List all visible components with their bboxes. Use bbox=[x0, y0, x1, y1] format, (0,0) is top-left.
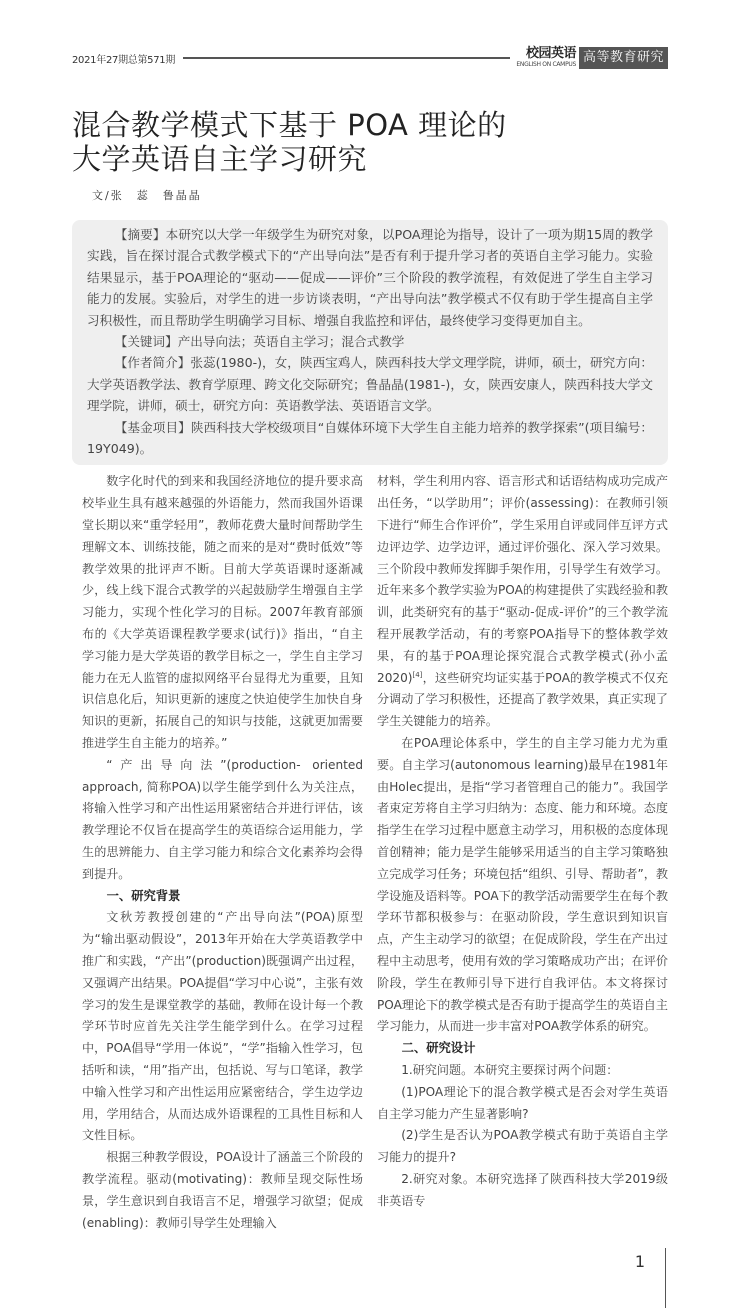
keywords: 【关键词】产出导向法；英语自主学习；混合式教学 bbox=[114, 334, 405, 350]
paragraph: 数字化时代的到来和我国经济地位的提升要求高校毕业生具有越来越强的外语能力，然而我国外语课堂长期以来“重学轻用”，教师花费大量时间帮助学生理解文本、训练技能，随之而来的是对“费时低效”等教学效果的批评声不断。目前大学英语课时逐渐减少，线上线下混合式教学的兴起鼓励学生增强自主学习能力，实现个性化学习的目标。2007年教育部颁布的《大学英语课程教学要求(试行)》指出，“自主学习能力是大学英语的教学目标之一，学生自主学习能力在无人监管的虚拟网络平台显得尤为重要，且知识信息化后，知识更新的速度之快迫使学生加快自身知识的更新，拓展自己的知识与技能，这就更加需要推进学生自主能力的培养。” bbox=[82, 474, 363, 751]
paragraph: (2)学生是否认为POA教学模式有助于英语自主学习能力的提升? bbox=[377, 1128, 668, 1165]
paragraph-text: ，这些研究均证实基于POA的教学模式不仅充分调动了学习积极性，还提高了教学效果，真正实现了学生关键能力的培养。 bbox=[377, 670, 668, 729]
journal-logo bbox=[516, 47, 576, 69]
paragraph: 1.研究问题。本研究主要探讨两个问题： bbox=[401, 1062, 619, 1077]
paragraph: (1)POA理论下的混合教学模式是否会对学生英语自主学习能力产生显著影响? bbox=[377, 1084, 668, 1121]
issue-label: 2021年27期总第571期 bbox=[72, 54, 176, 66]
paragraph-text: 材料，学生利用内容、语言形式和话语结构成功完成产出任务，“以学助用”；评价(assessing)：在教师引领下进行“师生合作评价”，学生采用自评或同伴互评方式边评边学、边学边评，通过评价强化、深入学习效果。三个阶段中教师发挥脚手架作用，引导学生有效学习。近年来多个教学实验为POA的构建提供了实践经验和教训，此类研究有的基于“驱动-促成-评价”的三个教学流程开展教学活动，有的考察POA指导下的整体教学效果，有的基于POA理论探究混合式教学模式(孙小孟2020) bbox=[377, 474, 668, 685]
running-header bbox=[72, 46, 668, 70]
section-heading: 二、研究设计 bbox=[401, 1041, 476, 1056]
section-tag: 高等教育研究 bbox=[579, 47, 668, 69]
page-footer bbox=[72, 1248, 668, 1308]
body-columns bbox=[82, 471, 668, 1234]
authors: 文/张 蕊 鲁晶晶 bbox=[92, 189, 202, 202]
author-bio: 【作者简介】张蕊(1980-)，女，陕西宝鸡人，陕西科技大学文理学院，讲师，硕士，研究方向：大学英语教学法、教育学原理、跨文化交际研究；鲁晶晶(1981-)，女，陕西安康人，陕西科技大学文理学院，讲师，硕士，研究方向：英语教学法、英语语言文学。 bbox=[87, 355, 653, 414]
logo-cn: 校园英语 bbox=[525, 46, 576, 61]
title-line-1: 混合教学模式下基于 POA 理论的 bbox=[72, 108, 507, 142]
fund: 【基金项目】陕西科技大学校级项目“自媒体环境下大学生自主能力培养的教学探索”(项目编号：19Y049)。 bbox=[87, 419, 653, 457]
left-column bbox=[82, 471, 363, 1234]
paragraph bbox=[377, 471, 668, 733]
header-rule bbox=[183, 57, 510, 59]
section-heading: 一、研究背景 bbox=[106, 888, 181, 903]
right-column bbox=[377, 471, 668, 1234]
abstract-summary: 【摘要】本研究以大学一年级学生为研究对象，以POA理论为指导，设计了一项为期15周的教学实践，旨在探讨混合式教学模式下的“产出导向法”是否有利于提升学习者的英语自主学习能力。实验结果显示，基于POA理论的“驱动——促成——评价”三个阶段的教学流程，有效促进了学生自主学习能力的发展。实验后，对学生的进一步访谈表明，“产出导向法”教学模式不仅有助于学生提高自主学习积极性，而且帮助学生明确学习目标、增强自我监控和评估，最终使学习变得更加自主。 bbox=[87, 227, 653, 328]
paragraph: 文秋芳教授创建的“产出导向法”(POA)原型为“输出驱动假设”，2013年开始在大学英语教学中推广和实践，“产出”(production)既强调产出过程，又强调产出结果。POA提倡“学习中心说”，主张有效学习的发生是课堂教学的基础，教师在设计每一个教学环节时应首先关注学生能学到什么。在学习过程中，POA倡导“学用一体说”，“学”指输入性学习，包括听和读，“用”指产出，包括说、写与口笔译，教学中输入性学习和产出性运用应紧密结合，学生边学边用，学用结合，从而达成外语课程的工具性目标和人文性目标。 bbox=[82, 910, 363, 1143]
title-line-2: 大学英语自主学习研究 bbox=[72, 142, 368, 176]
logo-en: ENGLISH ON CAMPUS bbox=[516, 61, 576, 68]
paragraph: 在POA理论体系中，学生的自主学习能力尤为重要。自主学习(autonomous learning)最早在1981年由Holec提出，是指“学习者管理自己的能力”。我国学者束定芳将自主学习归纳为：态度、能力和环境。态度指学生在学习过程中愿意主动学习，用积极的态度体现首创精神；能力是学生能够采用适当的自主学习策略独立完成学习任务；环境包括“组织、引导、帮助者”，教学设施及语料等。POA下的教学活动需要学生在每个教学环节都积极参与：在驱动阶段，学生意识到知识盲点，产生主动学习的欲望；在促成阶段，学生在产出过程中主动思考，使用有效的学习策略成功产出；在评价阶段，学生在教师引导下进行自我评估。本文将探讨POA理论下的教学模式是否有助于提高学生的英语自主学习能力，从而进一步丰富对POA教学体系的研究。 bbox=[377, 736, 668, 1034]
paragraph: 根据三种教学假设，POA设计了涵盖三个阶段的教学流程。驱动(motivating)：教师呈现交际性场景，学生意识到自我语言不足，增强学习欲望；促成(enabling)：教师引导学生处理输入 bbox=[82, 1150, 363, 1230]
footer-rule bbox=[665, 1248, 666, 1308]
page-number: 1 bbox=[634, 1252, 645, 1272]
abstract-box bbox=[72, 220, 668, 465]
paragraph: “产出导向法”(production- oriented approach, 简称POA)以学生能学到什么为关注点，将输入性学习和产出性运用紧密结合并进行评估，该教学理论不仅旨在提高学生的英语综合运用能力，学生的思辨能力、自主学习能力和综合文化素养均会得到提升。 bbox=[82, 757, 363, 881]
citation: [4] bbox=[412, 670, 423, 679]
article-title bbox=[72, 108, 668, 176]
paragraph: 2.研究对象。本研究选择了陕西科技大学2019级非英语专 bbox=[377, 1171, 668, 1208]
